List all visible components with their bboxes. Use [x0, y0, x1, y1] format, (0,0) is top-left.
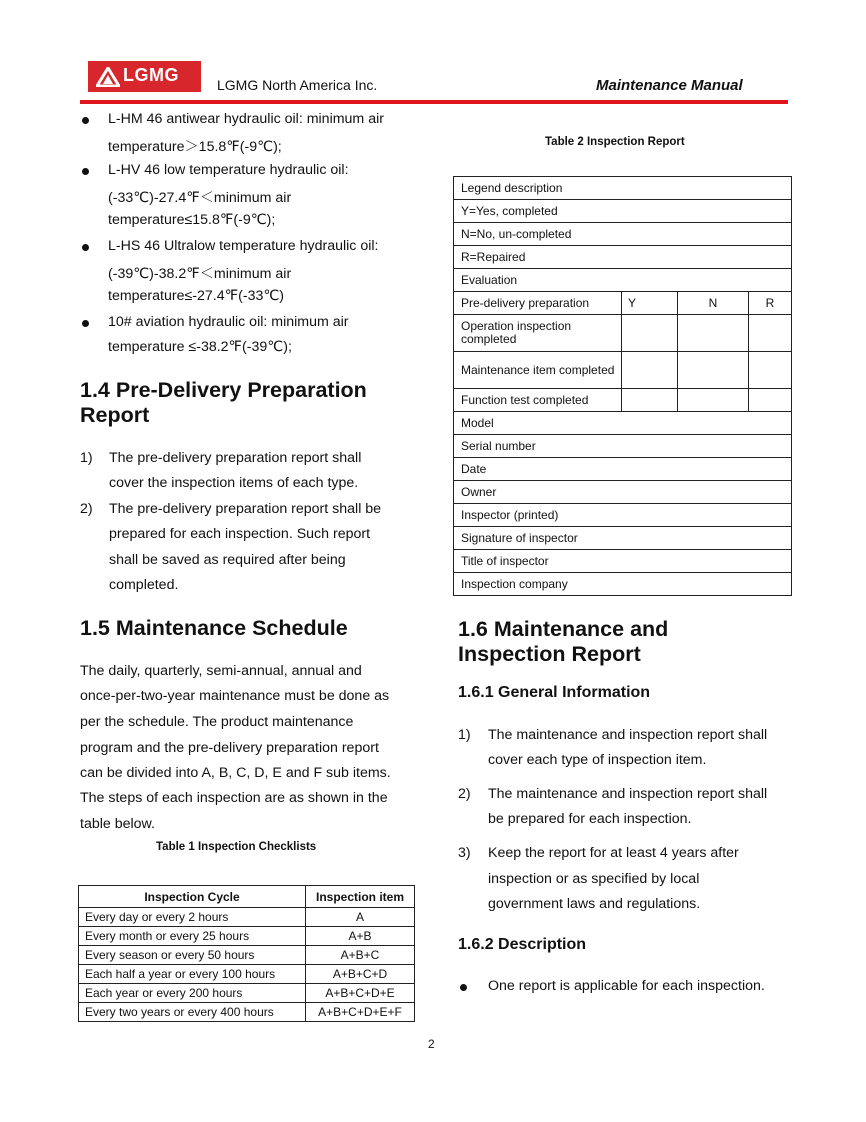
table-row: Operation inspection completed — [454, 315, 792, 352]
logo-text: LGMG — [123, 65, 179, 85]
table-row: Inspection company — [454, 573, 792, 596]
table-row: Function test completed — [454, 389, 792, 412]
table-row: Each half a year or every 100 hours A+B+C+D — [79, 965, 415, 984]
bullet-icon — [460, 984, 467, 991]
checkbox-cell-n[interactable] — [678, 315, 749, 352]
checkbox-cell-y[interactable] — [622, 389, 678, 412]
table-row: Every season or every 50 hours A+B+C — [79, 946, 415, 965]
checkbox-cell-y[interactable] — [622, 352, 678, 389]
table-row: N=No, un-completed — [454, 223, 792, 246]
bullet-icon — [82, 168, 89, 175]
section-1-6-heading: 1.6 Maintenance and Inspection Report — [458, 617, 669, 666]
table-row: Inspector (printed) — [454, 504, 792, 527]
checkbox-cell-r[interactable] — [749, 315, 792, 352]
list-number: 1) — [80, 450, 93, 466]
header-rule — [80, 100, 788, 104]
column-header: Inspection item — [306, 886, 415, 908]
table1-caption: Table 1 Inspection Checklists — [156, 841, 317, 853]
table-row: Serial number — [454, 435, 792, 458]
table-header-row — [79, 886, 415, 908]
section-1-4-heading: 1.4 Pre-Delivery Preparation Report — [80, 378, 367, 427]
table-row: R=Repaired — [454, 246, 792, 269]
table-row: Title of inspector — [454, 550, 792, 573]
checkbox-cell-y[interactable] — [622, 315, 678, 352]
logo-triangle-icon — [96, 67, 120, 87]
section-1-6-2-heading: 1.6.2 Description — [458, 936, 587, 953]
column-header: Inspection Cycle — [79, 886, 306, 908]
checkbox-cell-n[interactable] — [678, 389, 749, 412]
bullet-icon — [82, 320, 89, 327]
table-row: Each year or every 200 hours A+B+C+D+E — [79, 984, 415, 1003]
bullet-icon — [82, 244, 89, 251]
table-row: Every two years or every 400 hours A+B+C+D+E+F — [79, 1003, 415, 1022]
table-row: Owner — [454, 481, 792, 504]
section-1-5-heading: 1.5 Maintenance Schedule — [80, 616, 348, 640]
table-row: Every day or every 2 hours A — [79, 908, 415, 927]
checkbox-cell-r[interactable] — [749, 389, 792, 412]
checkbox-cell-n[interactable] — [678, 352, 749, 389]
list-number: 2) — [458, 786, 471, 802]
table-row: Pre-delivery preparation Y N R — [454, 292, 792, 315]
manual-title: Maintenance Manual — [596, 77, 743, 94]
table-row: Signature of inspector — [454, 527, 792, 550]
lgmg-logo — [88, 61, 201, 92]
list-number: 1) — [458, 727, 471, 743]
table-row: Y=Yes, completed — [454, 200, 792, 223]
inspection-report-table — [453, 176, 792, 596]
list-number: 3) — [458, 845, 471, 861]
table-row: Legend description — [454, 177, 792, 200]
table-row: Every month or every 25 hours A+B — [79, 927, 415, 946]
inspection-checklist-table — [78, 885, 415, 1022]
list-number: 2) — [80, 501, 93, 517]
table-row: Evaluation — [454, 269, 792, 292]
table2-caption: Table 2 Inspection Report — [545, 136, 685, 148]
checkbox-cell-r[interactable] — [749, 352, 792, 389]
table-row: Model — [454, 412, 792, 435]
table-row: Date — [454, 458, 792, 481]
company-name: LGMG North America Inc. — [217, 77, 378, 93]
page-number: 2 — [428, 1037, 435, 1051]
bullet-icon — [82, 117, 89, 124]
table-row: Maintenance item completed — [454, 352, 792, 389]
section-1-6-1-heading: 1.6.1 General Information — [458, 684, 651, 701]
